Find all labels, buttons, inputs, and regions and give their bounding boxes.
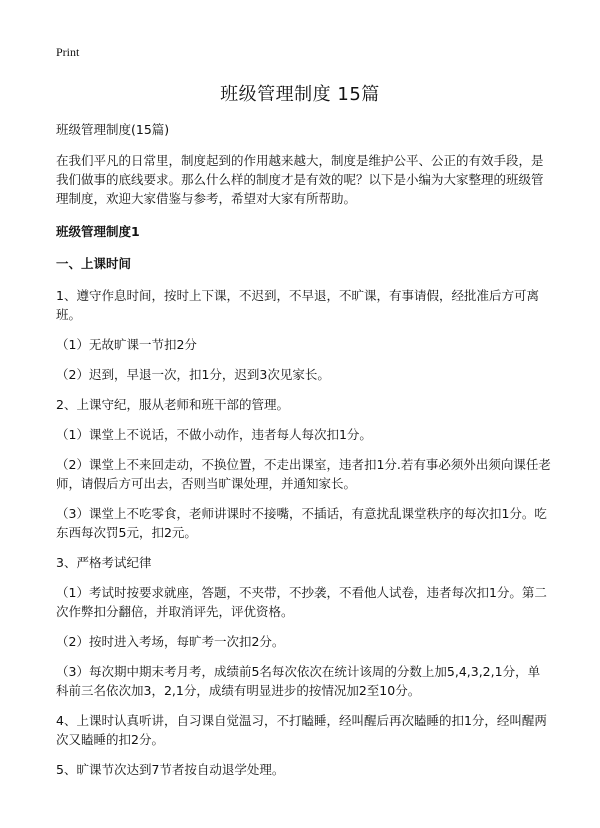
paragraph-rule-2-1: （1）课堂上不说话，不做小动作，违者每人每次扣1分。	[56, 427, 372, 442]
print-link[interactable]: Print	[56, 45, 80, 59]
intro-paragraph: 在我们平凡的日常里，制度起到的作用越来越大，制度是维护公平、公正的有效手段，是我们做事的底线要求。那么什么样的制度才是有效的呢？以下是小编为大家整理的班级管理制度，欢迎大家借鉴与参考，希望对大家有所帮助。	[56, 153, 544, 206]
sub-heading: 一、上课时间	[56, 256, 132, 271]
paragraph-rule-4: 4、上课时认真听讲，自习课自觉温习，不打瞌睡，经叫醒后再次瞌睡的扣1分，经叫醒两次又瞌睡的扣2分。	[56, 713, 547, 747]
paragraph-rule-2: 2、上课守纪，服从老师和班干部的管理。	[56, 397, 289, 412]
document-subtitle: 班级管理制度(15篇)	[56, 122, 170, 137]
article-body	[56, 120, 552, 789]
paragraph-rule-3-2: （2）按时进入考场，每旷考一次扣2分。	[56, 634, 285, 649]
paragraph-rule-3-1: （1）考试时按要求就座，答题，不夹带，不抄袭，不看他人试卷，违者每次扣1分。第二次作弊扣分翻倍，并取消评先，评优资格。	[56, 585, 547, 619]
paragraph-rule-2-3: （3）课堂上不吃零食，老师讲课时不接嘴，不插话，有意扰乱课堂秩序的每次扣1分。吃东西每次罚5元，扣2元。	[56, 506, 547, 540]
paragraph-rule-3-3: （3）每次期中期末考月考，成绩前5名每次依次在统计该周的分数上加5,4,3,2,1分，单科前三名依次加3，2,1分，成绩有明显进步的按情况加2至10分。	[56, 664, 541, 698]
paragraph-rule-2-2: （2）课堂上不来回走动，不换位置，不走出课室，违者扣1分.若有事必须外出须向课任老师，请假后方可出去，否则当旷课处理，并通知家长。	[56, 457, 551, 491]
page-title: 班级管理制度 15篇	[220, 84, 380, 105]
paragraph-rule-3: 3、严格考试纪律	[56, 555, 152, 570]
section-heading: 班级管理制度1	[56, 224, 140, 239]
paragraph-rule-1-2: （2）迟到，早退一次，扣1分，迟到3次见家长。	[56, 367, 330, 382]
paragraph-rule-1: 1、遵守作息时间，按时上下课，不迟到，不早退，不旷课，有事请假，经批准后方可离班。	[56, 288, 539, 322]
paragraph-rule-1-1: （1）无故旷课一节扣2分	[56, 337, 197, 352]
paragraph-rule-5: 5、旷课节次达到7节者按自动退学处理。	[56, 762, 285, 777]
